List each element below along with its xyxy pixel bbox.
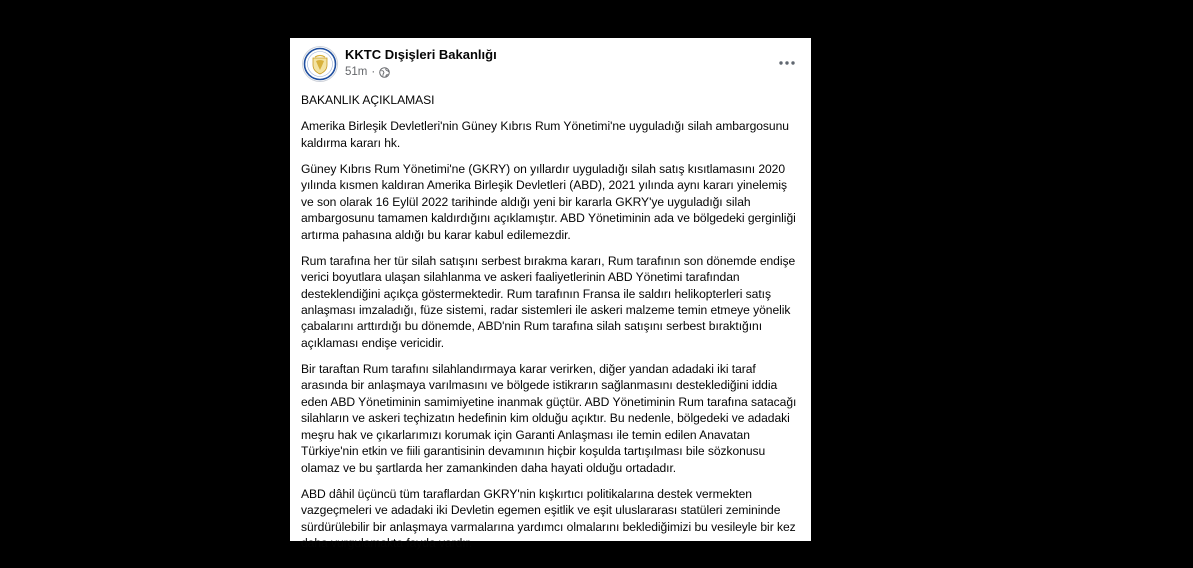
ministry-logo-icon	[302, 46, 338, 82]
globe-icon[interactable]	[379, 67, 390, 78]
more-horizontal-icon	[779, 61, 795, 65]
page-name-link[interactable]: KKTC Dışişleri Bakanlığı	[345, 47, 497, 62]
avatar[interactable]	[302, 46, 338, 82]
post-paragraph: Bir taraftan Rum tarafını silahlandırmaya karar verirken, diğer yandan adadaki iki taraf arasında bir anlaşmaya varılmasını ve bölgede istikrarın sağlanmasını desteklediğini iddia eden ABD Yönetiminin samimiyetine inanmak güçtür. ABD Yönetiminin Rum tarafına satacağı silahların ve askeri teçhizatın hedefinin kim olduğu açıktır. Bu nedenle, bölgedeki ve adadaki meşru hak ve çıkarlarımızı korumak için Garanti Anlaşması ile temin edilen Anavatan Türkiye'nin etkin ve fiili garantisinin devamının hiçbir koşulda tartışılması bile sözkonusu olamaz ve bu şartlarda her zamankinden daha hayati olduğu ortadadır.	[301, 362, 797, 475]
meta-separator: ·	[371, 66, 376, 78]
post-title: BAKANLIK AÇIKLAMASI	[301, 93, 435, 107]
post-meta	[345, 66, 390, 78]
post-paragraph: Güney Kıbrıs Rum Yönetimi'ne (GKRY) on yıllardır uyguladığı silah satış kısıtlamasını 2020 yılında kısmen kaldıran Amerika Birleşik Devletleri (ABD), 2021 yılında aynı kararı yinelemiş ve son olarak 16 Eylül 2022 tarihinde aldığı yeni bir kararla GKRY'ye uyguladığı silah ambargosunu tamamen kaldırdığını açıklamıştır. ABD Yönetiminin ada ve bölgedeki gerginliği artırma pahasına aldığı bu karar kabul edilemezdir.	[301, 162, 796, 242]
post-paragraph: Rum tarafına her tür silah satışını serbest bırakma kararı, Rum tarafının son dönemde endişe verici boyutlara ulaşan silahlanma ve askeri faaliyetlerinin ABD Yönetimi tarafından desteklendiğini açıkça göstermektedir. Rum tarafının Fransa ile saldırı helikopterleri satış anlaşması imzaladığı, füze sistemi, radar sistemleri ile askeri malzeme temin etmeye yönelik çabalarını arttırdığı bu dönemde, ABD'nin Rum tarafına silah satışını serbest bıraktığını açıklaması endişe vericidir.	[301, 253, 796, 350]
post-card	[290, 38, 811, 550]
post-paragraph: ABD dâhil üçüncü tüm taraflardan GKRY'nin kışkırtıcı politikalarına destek vermekten vazgeçmeleri ve adadaki iki Devletin egemen eşitlik ve eşit uluslararası statüleri zemininde sürdürülebilir bir anlaşmaya varmalarına yardımcı olmalarını beklediğimizi bu vesileyle bir kez daha vurgulamakta fayda vardır.	[301, 486, 796, 550]
post-body	[290, 92, 811, 551]
more-options-button[interactable]	[775, 52, 799, 74]
post-timestamp[interactable]: 51m	[345, 66, 368, 78]
post-header	[290, 38, 811, 92]
post-subject: Amerika Birleşik Devletleri'nin Güney Kıbrıs Rum Yönetimi'ne uyguladığı silah ambargosunu kaldırma kararı hk.	[301, 119, 789, 150]
